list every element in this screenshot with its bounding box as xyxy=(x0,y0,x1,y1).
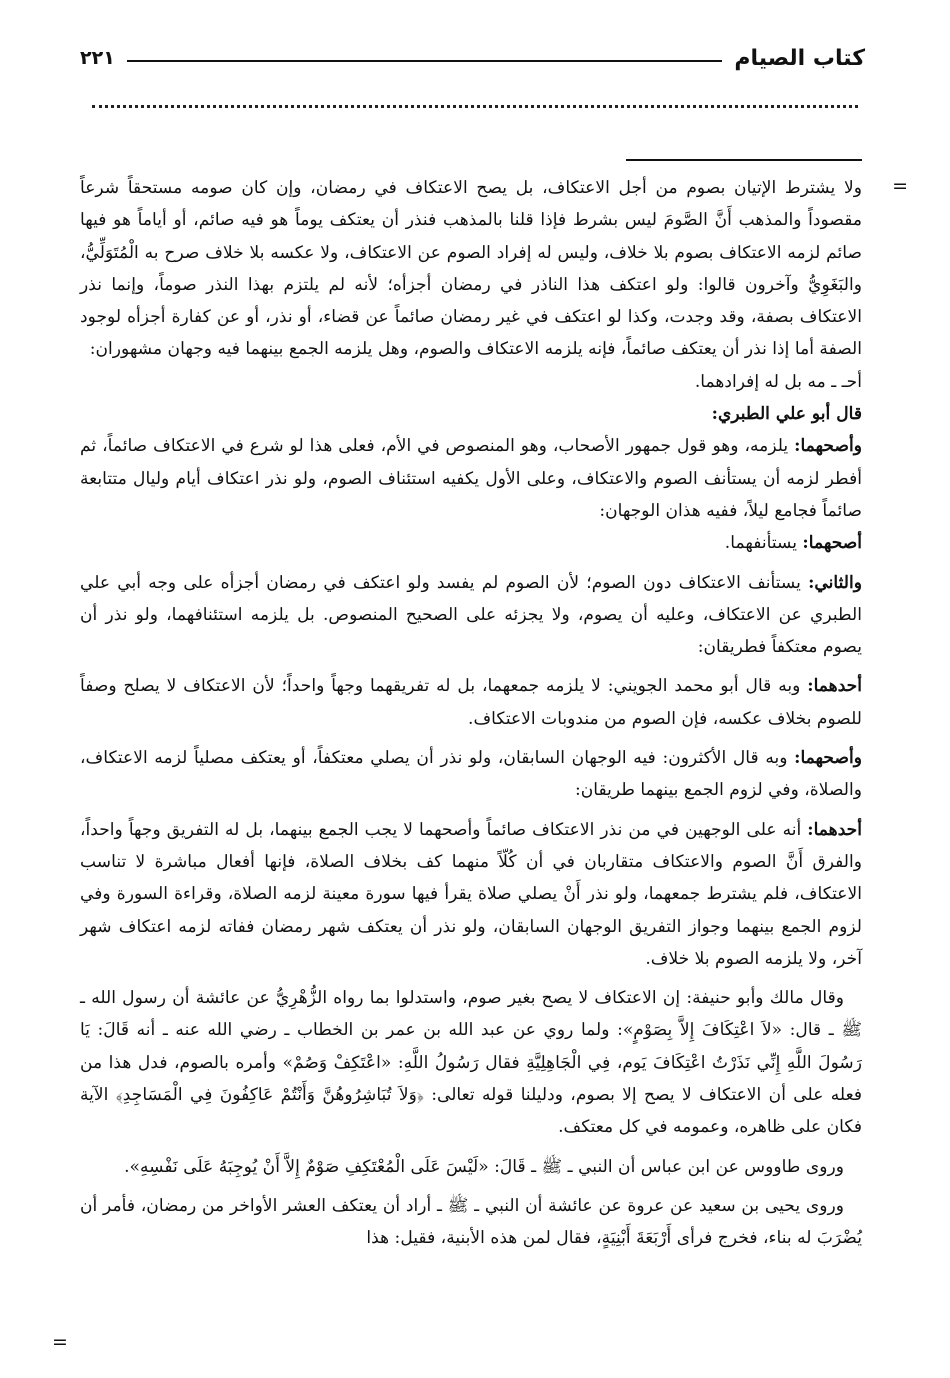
running-header xyxy=(80,38,865,78)
paragraph-text: يستأنف الاعتكاف دون الصوم؛ لأن الصوم لم يفسد ولو اعتكف في رمضان أجزأه على وجه أبي علي الطبري عن الاعتكاف، وعليه أن يصوم، ولا يجزئه على الصحيح المنصوص. بل يلزمه استئنافهما، ولو نذر أن يصوم معتكفاً فطريقان: xyxy=(80,572,862,658)
paragraph-10 xyxy=(80,982,862,1143)
paragraph-8 xyxy=(80,742,862,807)
footnote-separator-rule xyxy=(626,159,862,161)
paragraph-text: يستأنفهما. xyxy=(724,533,803,554)
paragraph-text: أحـ ـ مه بل له إفرادهما. xyxy=(694,371,862,392)
header-rule xyxy=(127,60,723,62)
paragraph-7 xyxy=(80,670,862,735)
paragraph-5 xyxy=(80,527,862,559)
dotted-separator xyxy=(92,105,858,108)
footnote-text xyxy=(80,172,862,1255)
heading-text: قال أبو علي الطبري: xyxy=(711,404,862,425)
paragraph-text: وبه قال أبو محمد الجويني: لا يلزمه جمعهما، بل له تفريقهما وجهاً واحداً؛ لأن الاعتكاف لا يصلح وصفاً للصوم بخلاف عكسه، فإن الصوم من مندوبات الاعتكاف. xyxy=(80,676,862,729)
paragraph-text: أنه على الوجهين في من نذر الاعتكاف صائماً وأصحهما لا يجب الجمع بينهما، بل له التفريق وجهاً واحداً، والفرق أَنَّ الصوم والاعتكاف متقاربان في أن كُلّاً منهما كف بخلاف الصلاة، فإنها أفعال مباشرة لا تناسب الاعتكاف، فلم يشترط جمعهما، ولو نذر أَنْ يصلي صلاة يقرأ فيها سورة معينة لزمه الصلاة، وقراءة السورة وفي لزوم الجمع بينهما وجواز التفريق الوجهان السابقان، ولو نذر أن يعتكف شهر رمضان ففاته لزمه اعتكاف شهر آخر، ولا يلزمه الصوم بلا خلاف. xyxy=(80,819,862,969)
paragraph-text: ولا يشترط الإتيان بصوم من أجل الاعتكاف، بل يصح الاعتكاف في رمضان، وإن كان صومه مستحقاً شرعاً مقصوداً والمذهب أَنَّ الصَّومَ ليس بشرط فإذا قلنا بالمذهب فنذر أن يعتكف يوماً هو فيه صائم، أو أياماً هو فيها صائم لزمه الاعتكاف بصوم بلا خلاف، وليس له إفراد الصوم عن الاعتكاف، ولا عكسه بلا خلاف صرح به الْمُتَوَلِّيُّ، والبَغَوِيُّ وآخرون قالوا: ولو اعتكف هذا الناذر في رمضان أجزأه؛ لأنه لم يلتزم بهذا النذر صوماً، وإنما نذر الاعتكاف بصفة، وقد وجدت، وكذا لو اعتكف في غير رمضان صائماً عن قضاء، أو نذر، أو عن كفارة أجزأه لوجود الصفة أما إذا نذر أن يعتكف صائماً، فإنه يلزمه الاعتكاف والصوم، وهل يلزمه الجمع بينهما فيه وجهان مشهوران: xyxy=(80,178,862,360)
paragraph-2 xyxy=(80,366,862,398)
book-title: كتاب الصيام xyxy=(734,45,865,71)
page-number: ٢٢١ xyxy=(80,47,115,69)
continuation-mark-bottom: = xyxy=(52,1331,68,1353)
paragraph-text: وروى يحيى بن سعيد عن عروة عن عائشة أن النبي ـ ﷺ ـ أراد أن يعتكف العشر الأواخر من رمضان، فأمر أن يُضْرَبَ له بناء، فخرج فرأى أَرْبَعَةَ أَبْنِيَةٍ، فقال لمن هذه الأبنية، فقيل: هذا xyxy=(80,1195,862,1249)
paragraph-lead: أصحهما: xyxy=(802,533,862,554)
continuation-mark-top: = xyxy=(892,175,908,197)
paragraph-lead: والثاني: xyxy=(808,572,862,593)
paragraph-lead: وأصحهما: xyxy=(794,436,862,457)
paragraph-text: يلزمه، وهو قول جمهور الأصحاب، وهو المنصوص في الأم، فعلى هذا لو شرع في الاعتكاف صائماً، ثم أفطر لزمه أن يستأنف الصوم والاعتكاف، وعلى الأول يكفيه استئناف الصوم، ولو نذر اعتكاف أيام وليال متتابعة صائماً فجامع ليلاً، ففيه هذان الوجهان: xyxy=(80,436,862,521)
paragraph-lead: وأصحهما: xyxy=(794,748,862,769)
paragraph-11 xyxy=(80,1151,862,1183)
paragraph-9 xyxy=(80,814,862,975)
paragraph-text: وروى طاووس عن ابن عباس أن النبي ـ ﷺ ـ قَالَ: «لَيْسَ عَلَى الْمُعْتَكِفِ صَوْمٌ إِلاَّ أَنْ يُوجِبَهُ عَلَى نَفْسِهِ». xyxy=(124,1156,844,1177)
paragraph-heading xyxy=(80,398,862,430)
paragraph-lead: أحدهما: xyxy=(807,676,862,697)
paragraph-text: وبه قال الأكثرون: فيه الوجهان السابقان، ولو نذر أن يصلي معتكفاً، أو يعتكف مصلياً لزمه الاعتكاف، والصلاة، وفي لزوم الجمع بينهما طريقان: xyxy=(80,748,862,801)
paragraph-6 xyxy=(80,567,862,664)
paragraph-lead: أحدهما: xyxy=(807,819,862,840)
paragraph-text: وقال مالك وأبو حنيفة: إن الاعتكاف لا يصح بغير صوم، واستدلوا بما رواه الزُّهْرِيُّ عن عائشة أن رسول الله ـ ﷺ ـ قال: «لاَ اعْتِكَافَ إِلاَّ بِصَوْمٍ»: ولما روي عن عبد الله بن عمر بن الخطاب ـ رضي الله عنه ـ أنه قَالَ: يَا رَسُولَ اللَّهِ إِنِّي نَذَرْتُ اعْتِكَافَ يَوم، فِي الْجَاهِلِيَّةِ فقال رَسُولُ اللَّهِ: «اعْتَكِفْ وَصُمْ» وأمره بالصوم، فدل هذا من فعله على أن الاعتكاف لا يصح إلا بصوم، ودليلنا قوله تعالى: ﴿وَلاَ تُبَاشِرُوهُنَّ وَأَنْتُمْ عَاكِفُونَ فِي الْمَسَاجِدِ﴾ الآية فكان على ظاهره، وعمومه في كل معتكف. xyxy=(80,988,862,1138)
paragraph-4 xyxy=(80,430,862,527)
paragraph-12 xyxy=(80,1190,862,1255)
paragraph-1 xyxy=(80,172,862,366)
